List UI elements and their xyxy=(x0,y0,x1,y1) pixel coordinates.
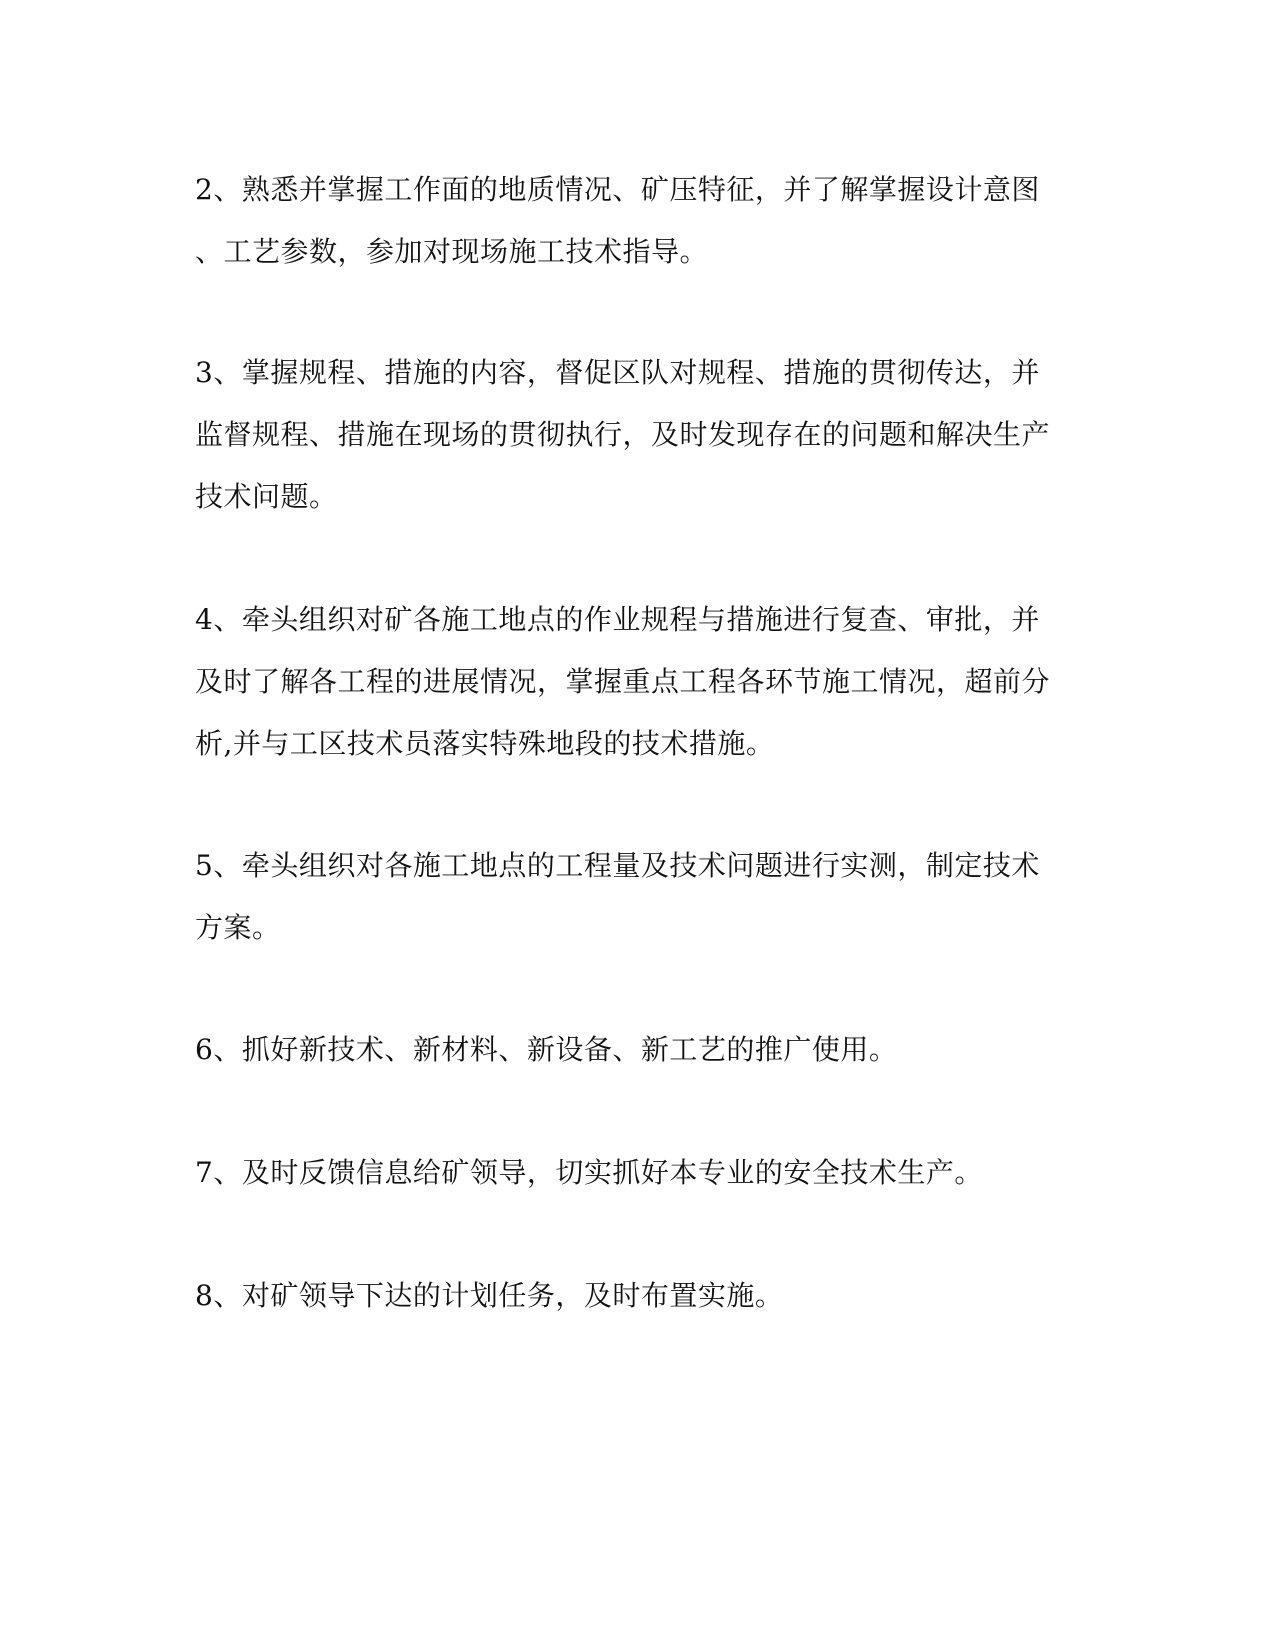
paragraph-line: 析,并与工区技术员落实特殊地段的技术措施。 xyxy=(195,727,775,760)
paragraph-line: 技术问题。 xyxy=(195,480,338,513)
paragraph-line: 6、抓好新技术、新材料、新设备、新工艺的推广使用。 xyxy=(195,1033,898,1066)
paragraph-line: 4、牵头组织对矿各施工地点的作业规程与措施进行复查、审批，并 xyxy=(195,603,1040,636)
paragraph-line: 8、对矿领导下达的计划任务，及时布置实施。 xyxy=(195,1279,784,1312)
paragraph-line: 5、牵头组织对各施工地点的工程量及技术问题进行实测，制定技术 xyxy=(195,849,1040,882)
paragraph-line: 、工艺参数，参加对现场施工技术指导。 xyxy=(195,235,709,268)
paragraph-line: 3、掌握规程、措施的内容，督促区队对规程、措施的贯彻传达，并 xyxy=(195,356,1040,389)
paragraph-line: 7、及时反馈信息给矿领导，切实抓好本专业的安全技术生产。 xyxy=(195,1156,983,1189)
paragraph-line: 监督规程、措施在现场的贯彻执行，及时发现存在的问题和解决生产 xyxy=(195,418,1051,451)
paragraph-line: 2、熟悉并掌握工作面的地质情况、矿压特征，并了解掌握设计意图 xyxy=(195,173,1040,206)
paragraph-line: 方案。 xyxy=(195,911,281,944)
paragraph-line: 及时了解各工程的进展情况，掌握重点工程各环节施工情况，超前分 xyxy=(195,665,1051,698)
